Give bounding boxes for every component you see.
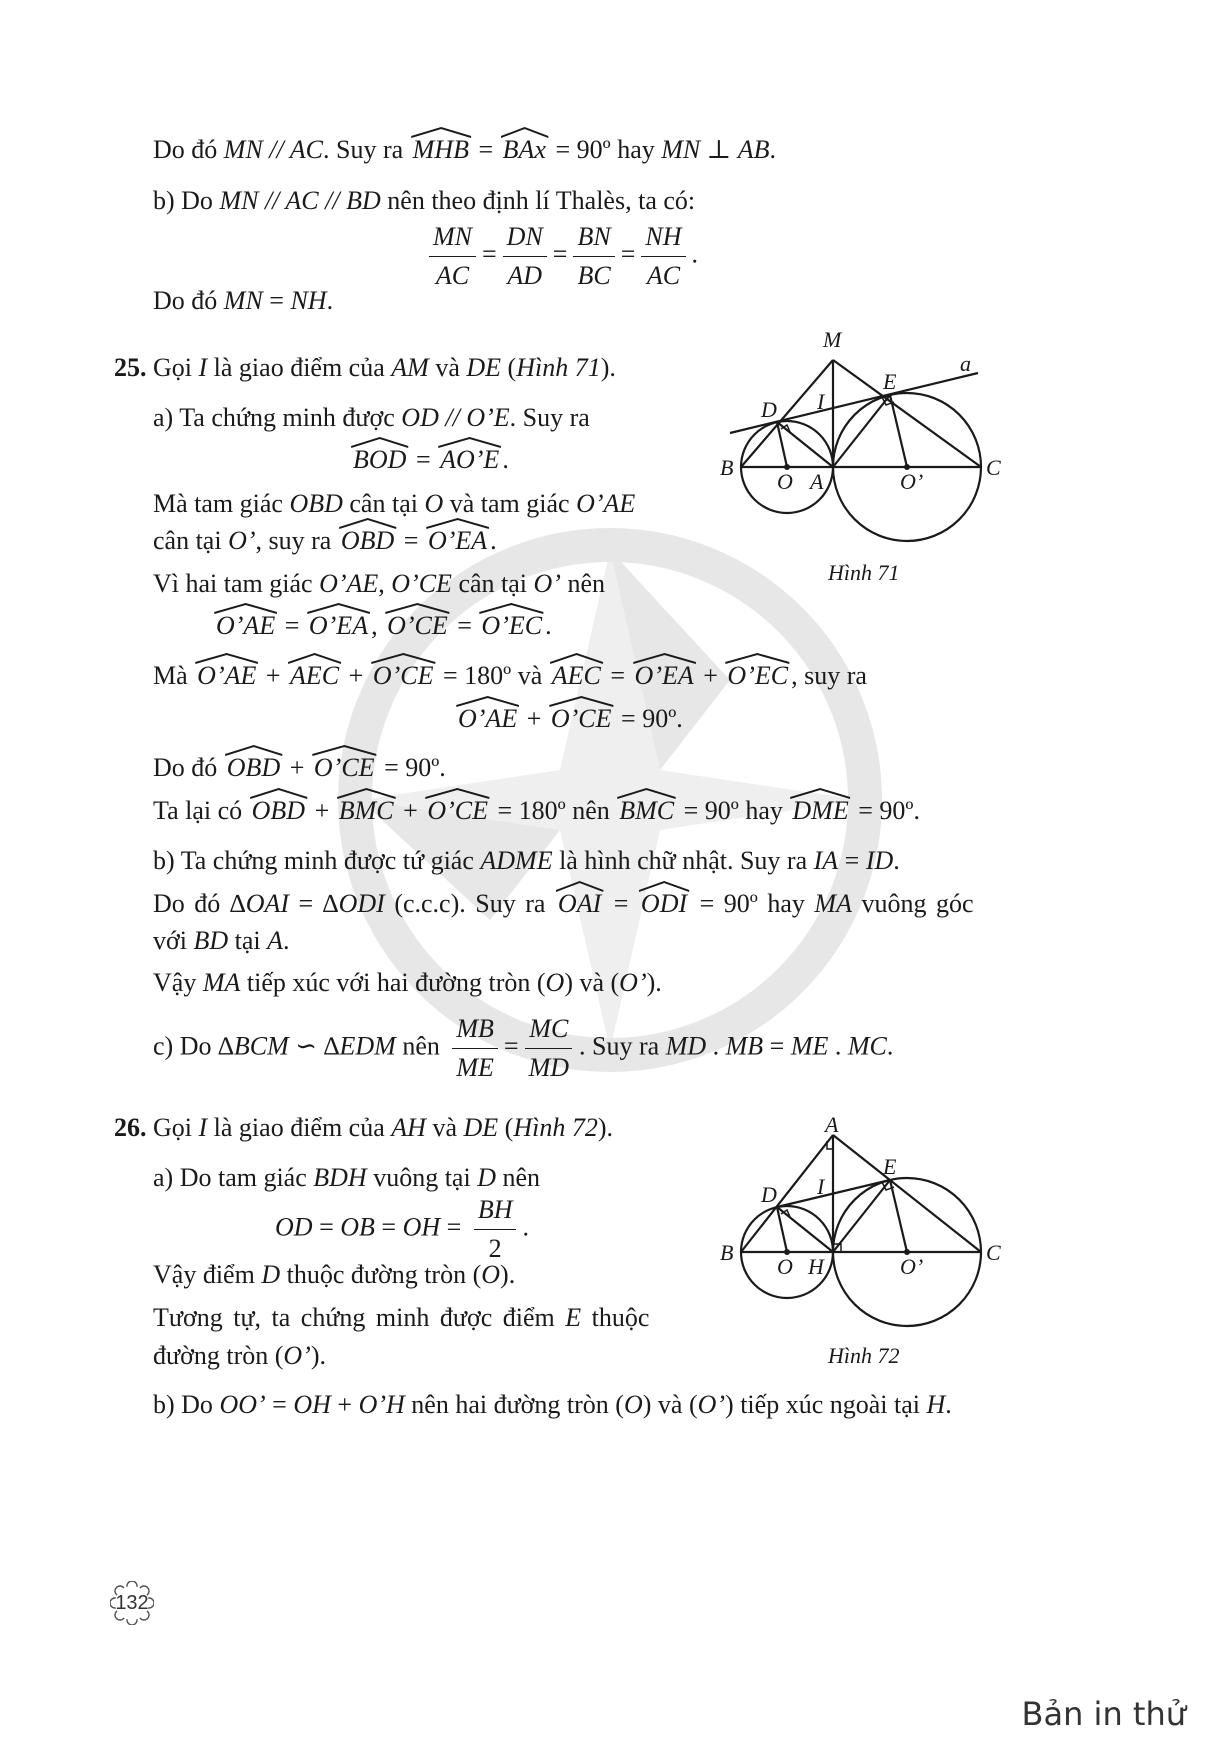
label-o2: O’ [900,1254,924,1279]
p25-line-2: a) Ta chứng minh được OD // O’E. Suy ra [153,403,590,432]
p26-line-4: Vậy điểm D thuộc đường tròn (O). [153,1260,516,1289]
label-h: H [808,1254,824,1279]
p25-line-15: Vậy MA tiếp xúc với hai đường tròn (O) và (O’). [153,968,662,997]
footer-draft-label: Bản in thử [1021,1695,1186,1733]
page-number-badge [110,1581,154,1625]
p26-line-2: a) Do tam giác BDH vuông tại D nên [153,1163,541,1192]
label-d: D [761,1182,777,1207]
label-m: M [823,327,842,352]
label-a-line: a [960,351,971,376]
label-b: B [720,1240,734,1265]
label-b: B [720,455,734,480]
label-e: E [883,1154,897,1179]
label-c: C [986,455,1001,480]
p25-line-14: với BD tại A. [153,926,290,955]
p25-line-12: b) Ta chứng minh được tứ giác ADME là hình chữ nhật. Suy ra IA = ID. [153,846,900,875]
p24-line-1: Do đó MN // AC. Suy ra MHB = BAx = 90º hay MN ⊥ AB. [153,134,776,166]
p25-line-16: c) Do ∆BCM ∽ ∆EDM nên $\frac{MB}{ME}$ = $\frac{MC}{MD}$ . Suy ra MD . MB = ME . MC. [153,1014,894,1082]
p24-fraction-chain: $\frac{MN}{AC}$ = $\frac{DN}{AD}$ = $\frac{BN}{BC}$ = $\frac{NH}{AC}$ . [423,220,698,293]
p25-line-8: Mà O’AE + AEC + O’CE = 180º và AEC = O’EA + O’EC , suy ra [153,660,867,692]
label-a: A [825,1112,839,1137]
p26-line-6: đường tròn (O’). [153,1341,326,1370]
label-o: O [777,1254,793,1279]
p25-line-3: BOD = AO’E . [350,444,509,476]
caption-fig72: Hình 72 [828,1343,900,1368]
label-o2: O’ [900,469,924,494]
p25-line-7: O’AE = O’EA , O’CE = O’EC . [213,610,552,642]
label-o: O [777,469,793,494]
caption-fig71: Hình 71 [828,560,900,585]
p25-line-11: Ta lại có OBD + BMC + O’CE = 180º nên BMC = 90º hay DME = 90º. [153,795,920,827]
p24-line-2: b) Do MN // AC // BD nên theo định lí Thalès, ta có: [153,186,696,215]
p25-line-5: cân tại O’, suy ra OBD = O’EA . [153,525,497,557]
p25-line-6: Vì hai tam giác O’AE, O’CE cân tại O’ nên [153,569,605,598]
p25-line-4: Mà tam giác OBD cân tại O và tam giác O’AE [153,489,636,518]
label-c: C [986,1240,1001,1265]
figure-72 [720,1110,1020,1350]
label-a: A [810,469,824,494]
angle-mhb: MHB [410,134,472,166]
p25-line-10: Do đó OBD + O’CE = 90º. [153,752,446,784]
p26-line-3: OD = OB = OH = $\frac{BH}{2}$ . [275,1195,529,1263]
p26-line-1: 26. Gọi I là giao điểm của AH và DE (Hình 72). [114,1113,614,1142]
p25-line-13: Do đó ∆OAI = ∆ODI (c.c.c). Suy ra OAI = ODI = 90º hay MA vuông góc [153,888,974,920]
p24-line-3: Do đó MN = NH. [153,286,334,315]
p26-line-7: b) Do OO’ = OH + O’H nên hai đường tròn (O) và (O’) tiếp xúc ngoài tại H. [153,1390,952,1419]
line-ac [833,1135,981,1252]
p26-line-5: Tương tự, ta chứng minh được điểm E thuộc [153,1303,650,1332]
p25-line-9: O’AE + O’CE = 90º. [455,703,683,735]
label-i: I [817,1174,825,1199]
label-d: D [761,397,777,422]
p25-line-1: 25. Gọi I là giao điểm của AM và DE (Hình 71). [114,353,616,382]
page-number: 132 [115,1592,149,1614]
angle-bax: BAx [500,134,549,166]
label-e: E [883,369,897,394]
line-o2e [890,395,907,467]
label-i: I [817,389,825,414]
